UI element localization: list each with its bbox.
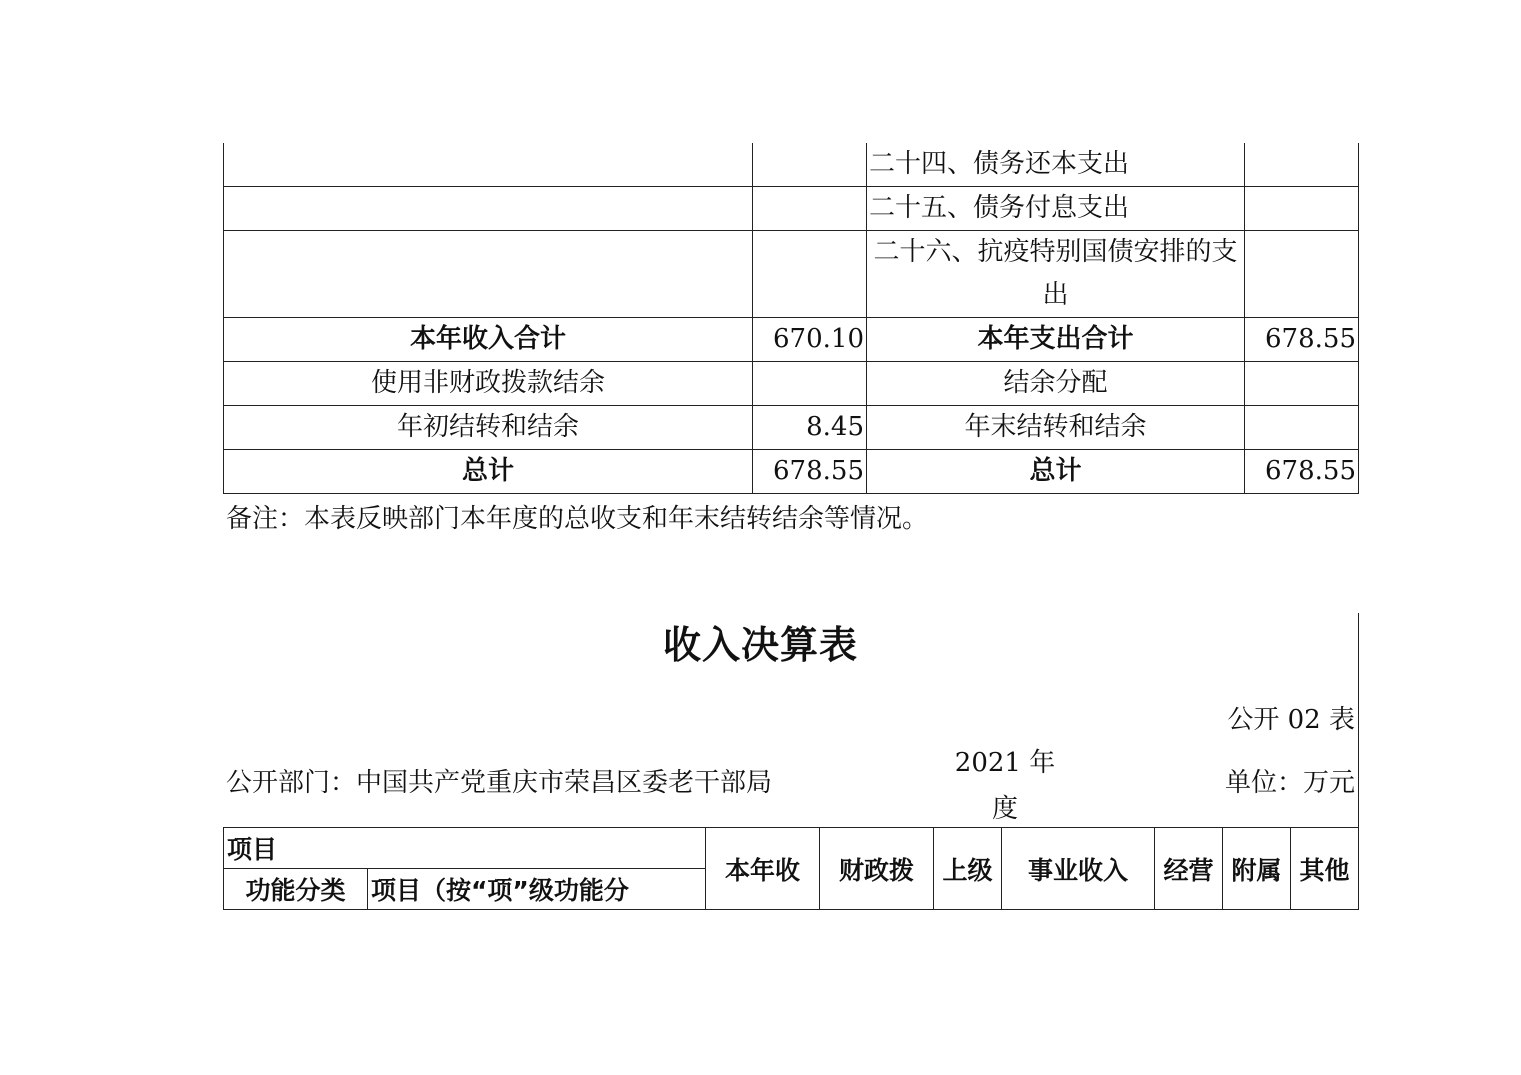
grand-total-label: 总计 [224,450,753,494]
left-label-cell: 使用非财政拨款结余 [224,362,753,406]
right-label-cell: 二十四、债务还本支出 [867,143,1245,187]
left-value-cell [753,143,867,187]
table-row [224,143,1359,187]
right-label-cell: 二十六、抗疫特别国债安排的支出 [867,231,1245,318]
right-value-cell [1245,362,1359,406]
left-value-cell [753,362,867,406]
left-label-cell [224,143,753,187]
expense-total-value: 678.55 [1245,318,1359,362]
right-value-cell [1245,143,1359,187]
right-label-cell: 结余分配 [867,362,1245,406]
left-label-cell: 年初结转和结余 [224,406,753,450]
header-col-fiscal: 财政拨 [820,828,934,910]
grand-total-label: 总计 [867,450,1245,494]
table-row [224,187,1359,231]
header-function-class: 功能分类 [224,869,368,910]
right-label-cell: 年末结转和结余 [867,406,1245,450]
header-col-superior: 上级 [934,828,1002,910]
header-col-affiliated: 附属 [1223,828,1291,910]
grand-total-value: 678.55 [1245,450,1359,494]
left-value-cell [753,187,867,231]
page-title: 收入决算表 [662,623,858,667]
right-value-cell [1245,187,1359,231]
unit-label: 单位：万元 [1224,768,1355,798]
year-label: 2021 年度 [954,748,1056,824]
header-project: 项目 [224,828,706,869]
table-note: 备注：本表反映部门本年度的总收支和年末结转结余等情况。 [226,504,929,534]
department-label: 公开部门：中国共产党重庆市荣昌区委老干部局 [226,768,773,798]
income-table-header [223,827,1359,910]
right-value-cell [1245,231,1359,318]
left-label-cell [224,231,753,318]
header-project-detail: 项目（按“项”级功能分 [368,869,706,910]
header-col-operation: 经营 [1155,828,1223,910]
left-label-cell [224,187,753,231]
table-row [224,231,1359,318]
right-label-cell: 二十五、债务付息支出 [867,187,1245,231]
right-value-cell [1245,406,1359,450]
header-col-business-income: 事业收入 [1002,828,1155,910]
expense-total-label: 本年支出合计 [867,318,1245,362]
left-value-cell [753,231,867,318]
form-number: 公开 02 表 [1227,705,1355,735]
table-row [224,450,1359,494]
table-row [224,362,1359,406]
income-total-label: 本年收入合计 [224,318,753,362]
table-row [224,828,1359,869]
header-col-current-income: 本年收 [706,828,820,910]
table-row [224,406,1359,450]
header-col-other: 其他 [1291,828,1359,910]
left-value-cell: 8.45 [753,406,867,450]
grand-total-value: 678.55 [753,450,867,494]
income-total-value: 670.10 [753,318,867,362]
balance-table [223,143,1359,494]
table-row [224,318,1359,362]
